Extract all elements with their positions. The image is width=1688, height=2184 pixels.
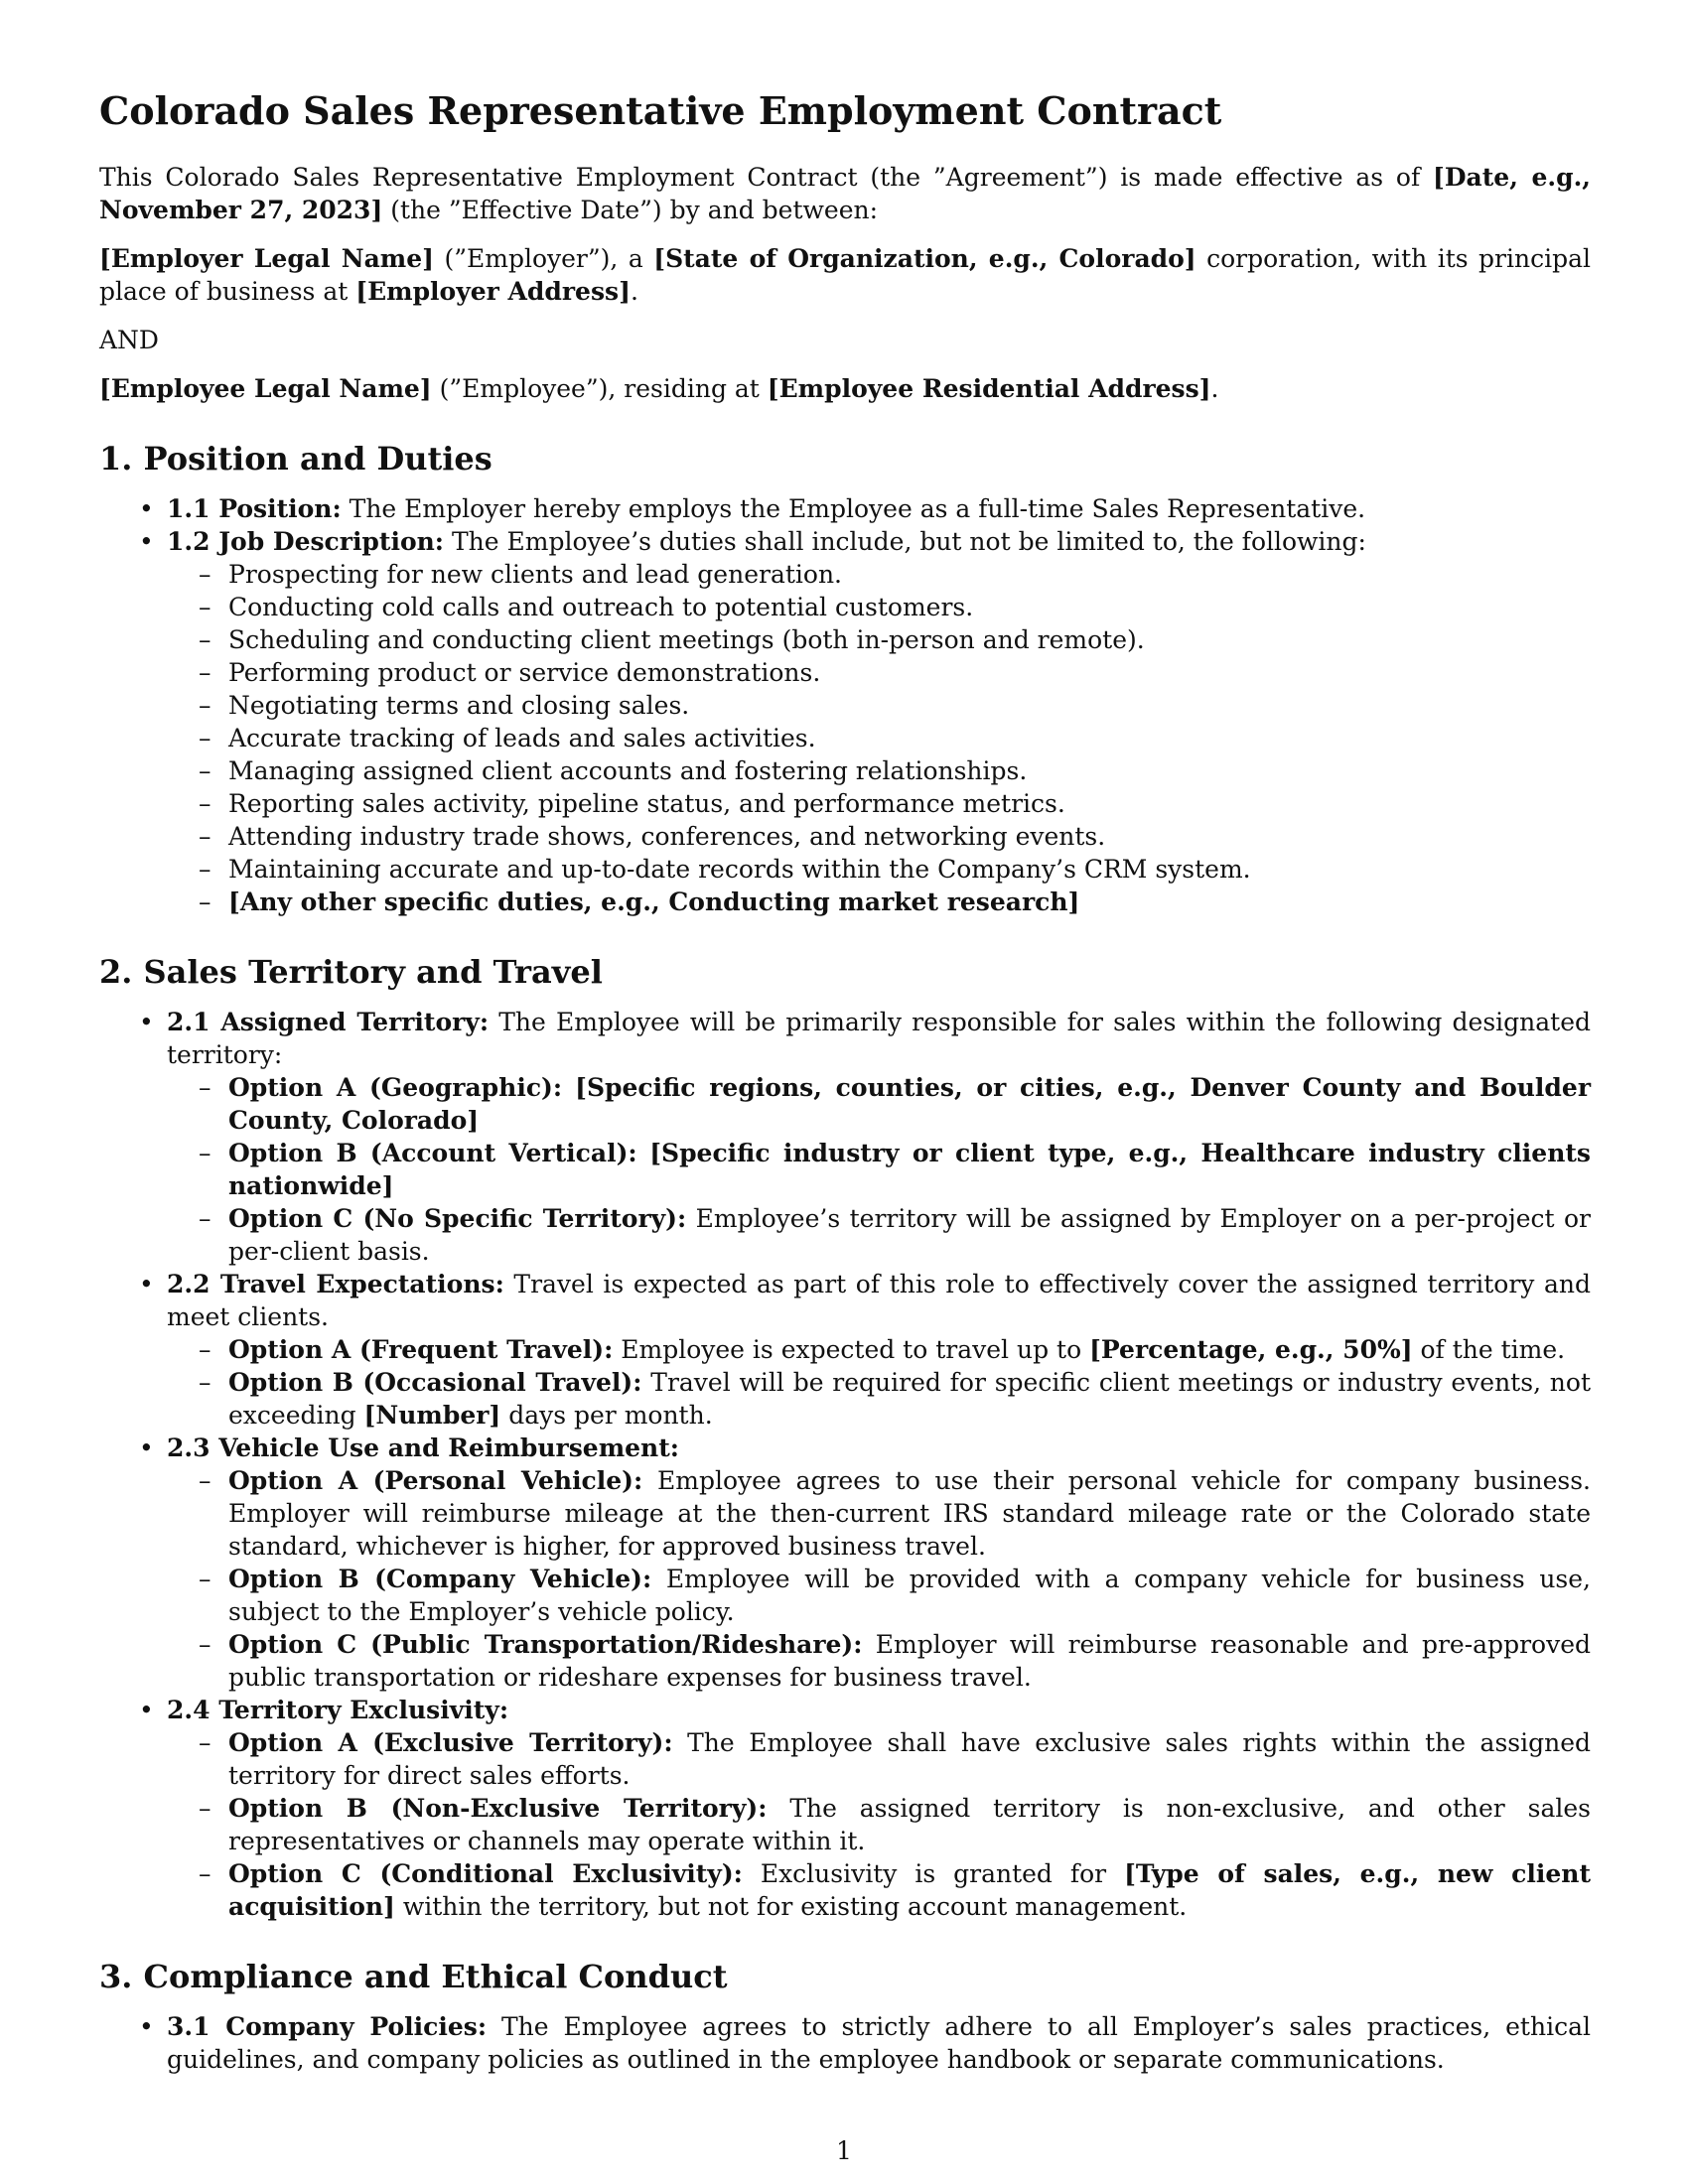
clause-2-4 bbox=[167, 1694, 1591, 1923]
option-label: Option B (Non-Exclusive Territory): bbox=[228, 1794, 768, 1823]
duty-item: – Reporting sales activity, pipeline status, and performance metrics. bbox=[228, 787, 1591, 820]
option-label: Option A (Exclusive Territory): bbox=[228, 1728, 673, 1757]
option-label: Option B (Company Vehicle): bbox=[228, 1565, 652, 1593]
option-placeholder: [Specific industry or client type, e.g., Healthcare industry clients nationwide] bbox=[228, 1139, 1591, 1200]
clause-text: Travel is expected as part of this role to effectively cover the assigned territory and meet clients. bbox=[167, 1270, 1591, 1331]
clause-text: The Employee agrees to strictly adhere to all Employer’s sales practices, ethical guidelines, and company policies as outlined in the employee handbook or separate communications. bbox=[167, 2012, 1591, 2074]
option-item bbox=[228, 1857, 1591, 1923]
option-item bbox=[228, 1202, 1591, 1268]
option-text: days per month. bbox=[500, 1401, 713, 1430]
duty-item: – Attending industry trade shows, conferences, and networking events. bbox=[228, 820, 1591, 853]
option-text: Employee agrees to use their personal vehicle for company business. Employer will reimburse mileage at the then-current IRS standard mileage rate or the Colorado state standard, whichever is higher, for approved business travel. bbox=[228, 1466, 1591, 1561]
option-label: Option B (Account Vertical): bbox=[228, 1139, 637, 1167]
section-1-list bbox=[99, 492, 1591, 918]
duty-item: – Scheduling and conducting client meetings (both in-person and remote). bbox=[228, 623, 1591, 656]
clause-label: 2.1 Assigned Territory: bbox=[167, 1008, 490, 1036]
document-title: Colorado Sales Representative Employment Contract bbox=[99, 88, 1222, 133]
options-list bbox=[167, 1071, 1591, 1268]
option-item bbox=[228, 1333, 1591, 1366]
duty-item: – Prospecting for new clients and lead generation. bbox=[228, 558, 1591, 591]
clause-2-1 bbox=[167, 1006, 1591, 1268]
employee-text: (”Employee”), residing at bbox=[431, 374, 768, 403]
state-placeholder: [State of Organization, e.g., Colorado] bbox=[653, 244, 1196, 273]
option-placeholder: [Type of sales, e.g., new client acquisition] bbox=[228, 1859, 1591, 1921]
option-text: of the time. bbox=[1412, 1335, 1566, 1364]
employer-text: . bbox=[630, 277, 638, 306]
clause-1-1 bbox=[167, 492, 1591, 525]
clause-label: 3.1 Company Policies: bbox=[167, 2012, 488, 2041]
employee-address-placeholder: [Employee Residential Address] bbox=[767, 374, 1211, 403]
option-placeholder: [Number] bbox=[363, 1401, 501, 1430]
section-heading: 2. Sales Territory and Travel bbox=[99, 953, 603, 991]
option-text: within the territory, but not for existing account management. bbox=[394, 1892, 1188, 1921]
employer-name-placeholder: [Employer Legal Name] bbox=[99, 244, 434, 273]
option-item bbox=[228, 1071, 1591, 1137]
intro-text: This Colorado Sales Representative Employment Contract (the ”Agreement”) is made effective as of bbox=[99, 163, 1434, 192]
option-item bbox=[228, 1628, 1591, 1694]
duty-item: – Negotiating terms and closing sales. bbox=[228, 689, 1591, 722]
duty-item: – Performing product or service demonstrations. bbox=[228, 656, 1591, 689]
employee-name-placeholder: [Employee Legal Name] bbox=[99, 374, 432, 403]
option-placeholder: [Specific regions, counties, or cities, e.g., Denver County and Boulder County, Colorado] bbox=[228, 1073, 1591, 1135]
option-label: Option A (Personal Vehicle): bbox=[228, 1466, 643, 1495]
employee-paragraph bbox=[99, 372, 1591, 405]
option-text: Employee’s territory will be assigned by Employer on a per-project or per-client basis. bbox=[228, 1204, 1591, 1266]
page-number: 1 bbox=[836, 2136, 852, 2165]
option-text: Employee is expected to travel up to bbox=[613, 1335, 1090, 1364]
intro-paragraph bbox=[99, 161, 1591, 226]
option-label: Option C (Conditional Exclusivity): bbox=[228, 1859, 743, 1888]
and-line: AND bbox=[99, 326, 159, 354]
option-item bbox=[228, 1726, 1591, 1792]
clause-text: The Employer hereby employs the Employee as a full-time Sales Representative. bbox=[341, 494, 1366, 523]
option-item bbox=[228, 1137, 1591, 1202]
clause-text: The Employee will be primarily responsible for sales within the following designated territory: bbox=[167, 1008, 1591, 1069]
option-item bbox=[228, 1464, 1591, 1563]
clause-label: 1.2 Job Description: bbox=[167, 527, 445, 556]
duty-item: – Maintaining accurate and up-to-date records within the Company’s CRM system. bbox=[228, 853, 1591, 886]
option-label: Option A (Geographic): bbox=[228, 1073, 563, 1102]
clause-2-2 bbox=[167, 1268, 1591, 1432]
options-list bbox=[167, 1464, 1591, 1694]
effective-date-placeholder: [Date, e.g., November 27, 2023] bbox=[99, 163, 1591, 224]
option-label: Option C (No Specific Territory): bbox=[228, 1204, 687, 1233]
option-text: Employee will be provided with a company vehicle for business use, subject to the Employer’s vehicle policy. bbox=[228, 1565, 1591, 1626]
clause-label: 1.1 Position: bbox=[167, 494, 342, 523]
section-heading: 3. Compliance and Ethical Conduct bbox=[99, 1958, 728, 1995]
option-item bbox=[228, 1563, 1591, 1628]
section-3-list bbox=[99, 2010, 1591, 2076]
clause-text: The Employee’s duties shall include, but not be limited to, the following: bbox=[444, 527, 1366, 556]
option-label: Option A (Frequent Travel): bbox=[228, 1335, 614, 1364]
clause-label: 2.2 Travel Expectations: bbox=[167, 1270, 504, 1298]
option-text: Exclusivity is granted for bbox=[742, 1859, 1125, 1888]
intro-text: (the ”Effective Date”) by and between: bbox=[382, 196, 879, 224]
clause-label: 2.4 Territory Exclusivity: bbox=[167, 1696, 509, 1724]
employer-paragraph bbox=[99, 242, 1591, 308]
clause-2-3 bbox=[167, 1432, 1591, 1694]
option-label: Option B (Occasional Travel): bbox=[228, 1368, 642, 1397]
section-heading: 1. Position and Duties bbox=[99, 440, 492, 478]
employer-text: corporation, with its principal place of business at bbox=[99, 244, 1592, 306]
clause-1-2 bbox=[167, 525, 1591, 918]
option-text: The Employee shall have exclusive sales rights within the assigned territory for direct sales efforts. bbox=[228, 1728, 1592, 1790]
option-placeholder: [Percentage, e.g., 50%] bbox=[1089, 1335, 1413, 1364]
clause-label: 2.3 Vehicle Use and Reimbursement: bbox=[167, 1433, 680, 1462]
option-item bbox=[228, 1792, 1591, 1857]
document-page bbox=[99, 89, 1591, 2076]
clause-3-1 bbox=[167, 2010, 1591, 2076]
option-text: The assigned territory is non-exclusive, and other sales representatives or channels may operate within it. bbox=[228, 1794, 1591, 1855]
duty-item: – Managing assigned client accounts and fostering relationships. bbox=[228, 754, 1591, 787]
section-2-list bbox=[99, 1006, 1591, 1923]
option-text: Travel will be required for specific client meetings or industry events, not exceeding bbox=[228, 1368, 1592, 1430]
option-label: Option C (Public Transportation/Rideshare): bbox=[228, 1630, 863, 1659]
options-list bbox=[167, 1333, 1591, 1432]
employer-text: (”Employer”), a bbox=[433, 244, 654, 273]
duties-list bbox=[167, 558, 1591, 918]
employer-address-placeholder: [Employer Address] bbox=[355, 277, 631, 306]
option-text: Employer will reimburse reasonable and pre-approved public transportation or rideshare expenses for business travel. bbox=[228, 1630, 1591, 1692]
other-duties-placeholder: [Any other specific duties, e.g., Conducting market research] bbox=[228, 887, 1080, 916]
duty-item bbox=[228, 886, 1591, 918]
options-list bbox=[167, 1726, 1591, 1923]
option-item bbox=[228, 1366, 1591, 1432]
duty-item: – Accurate tracking of leads and sales activities. bbox=[228, 722, 1591, 754]
employee-text: . bbox=[1210, 374, 1219, 403]
duty-item: – Conducting cold calls and outreach to potential customers. bbox=[228, 591, 1591, 623]
